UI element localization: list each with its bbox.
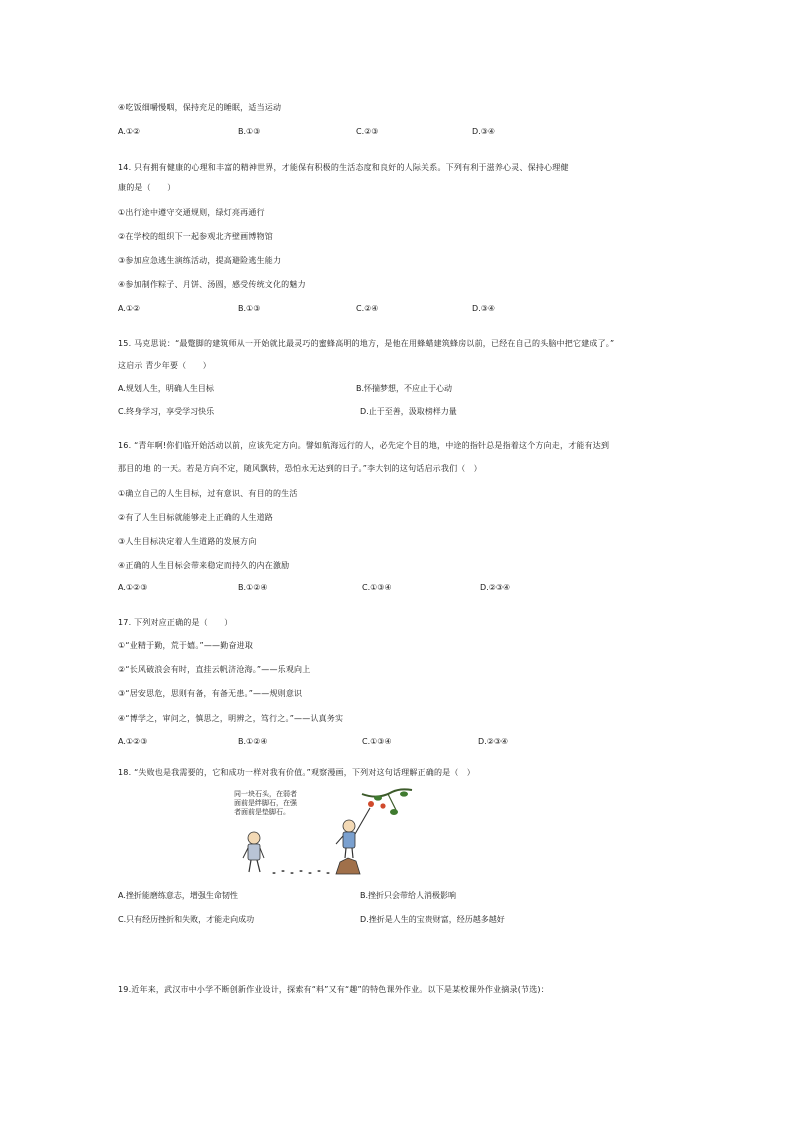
- q14-stem-line1: 14. 只有拥有健康的心理和丰富的精神世界，才能保有积极的生活态度和良好的人际关系。下列有利于滋养心灵、保持心理健: [118, 163, 569, 172]
- q17-option-a: A.①②③: [118, 737, 148, 746]
- q18-option-a: A.挫折能磨练意志，增强生命韧性: [118, 891, 238, 900]
- q15-stem-line1: 15. 马克思说：“最蹩脚的建筑师从一开始就比最灵巧的蜜蜂高明的地方，是他在用蜂蜡建筑蜂房以前，已经在自己的头脑中把它建成了。”: [118, 339, 615, 348]
- q14-item-4: ④参加制作粽子、月饼、汤圆，感受传统文化的魅力: [118, 280, 306, 289]
- q18-stem: 18. “失败也是我需要的，它和成功一样对我有价值。”观察漫画，下列对这句话理解正确的是（ ）: [118, 768, 475, 777]
- q14-option-d: D.③④: [472, 304, 496, 313]
- option-d: D.③④: [472, 127, 496, 136]
- q17-option-b: B.①②④: [238, 737, 268, 746]
- item-4: ④吃饭细嚼慢咽，保持充足的睡眠，适当运动: [118, 103, 282, 112]
- q16-option-a: A.①②③: [118, 583, 148, 592]
- q15-option-d: D.止于至善，汲取榜样力量: [360, 407, 457, 416]
- q14-option-c: C.②④: [356, 304, 379, 313]
- option-b: B.①③: [238, 127, 261, 136]
- cartoon-caption: 同一块石头，在弱者 面前是绊脚石，在强 者面前是垫脚石。: [234, 790, 297, 816]
- q17-item-4: ④“博学之，审问之，慎思之，明辨之，笃行之。”——认真务实: [118, 714, 344, 723]
- q18-option-c: C.只有经历挫折和失败，才能走向成功: [118, 915, 255, 924]
- q14-item-3: ③参加应急逃生演练活动，提高避险逃生能力: [118, 256, 282, 265]
- q15-stem-line2: 这启示 青少年要（ ）: [118, 361, 211, 370]
- q14-item-2: ②在学校的组织下一起参观北齐壁画博物馆: [118, 232, 273, 241]
- fruit: [368, 801, 374, 807]
- q16-option-c: C.①③④: [362, 583, 392, 592]
- rock: [336, 858, 360, 874]
- q16-option-b: B.①②④: [238, 583, 268, 592]
- q14-item-1: ①出行途中遵守交通规则，绿灯亮再通行: [118, 208, 265, 217]
- q15-option-c: C.终身学习，享受学习快乐: [118, 407, 215, 416]
- q16-item-2: ②有了人生目标就能够走上正确的人生道路: [118, 513, 273, 522]
- q16-item-4: ④正确的人生目标会带来稳定而持久的内在激励: [118, 561, 290, 570]
- weak-person-figure: [243, 832, 264, 872]
- cartoon-illustration: [228, 786, 414, 876]
- option-c: C.②③: [356, 127, 379, 136]
- q18-option-d: D.挫折是人生的宝贵财富，经历越多越好: [360, 915, 505, 924]
- q17-option-d: D.②③④: [478, 737, 509, 746]
- q16-item-1: ①确立自己的人生目标，过有意识、有目的的生活: [118, 489, 298, 498]
- strong-person-figure: [336, 808, 370, 858]
- q16-stem-line1: 16. “青年啊!你们临开始活动以前，应该先定方向。譬如航海远行的人，必先定个目的地，中途的指针总是指着这个方向走，才能有达到: [118, 441, 610, 450]
- footprints: [272, 870, 329, 874]
- q19-stem: 19.近年来，武汉市中小学不断创新作业设计，探索有“料”又有“趣”的特色课外作业。以下是某校课外作业摘录(节选)：: [118, 985, 549, 994]
- q18-option-b: B.挫折只会带给人消极影响: [360, 891, 457, 900]
- q16-option-d: D.②③④: [480, 583, 511, 592]
- q14-option-a: A.①②: [118, 304, 141, 313]
- q14-stem-line2: 康的是（ ）: [118, 183, 176, 192]
- q17-stem: 17. 下列对应正确的是（ ）: [118, 618, 233, 627]
- option-a: A.①②: [118, 127, 141, 136]
- q17-item-1: ①“业精于勤，荒于嬉。”——勤奋进取: [118, 641, 254, 650]
- q17-item-2: ②“长风破浪会有时，直挂云帆济沧海。”——乐观向上: [118, 665, 311, 674]
- q16-stem-line2: 那目的地 的一天。若是方向不定，随风飘转，恐怕永无达到的日子。”李大钊的这句话启示我们（ ）: [118, 464, 482, 473]
- q15-option-a: A.规划人生，明确人生目标: [118, 384, 214, 393]
- q17-item-3: ③“居安思危，思则有备，有备无患。”——规则意识: [118, 689, 303, 698]
- q15-option-b: B.怀揣梦想，不应止于心动: [356, 384, 453, 393]
- q16-item-3: ③人生目标决定着人生道路的发展方向: [118, 537, 257, 546]
- q14-option-b: B.①③: [238, 304, 261, 313]
- q17-option-c: C.①③④: [362, 737, 392, 746]
